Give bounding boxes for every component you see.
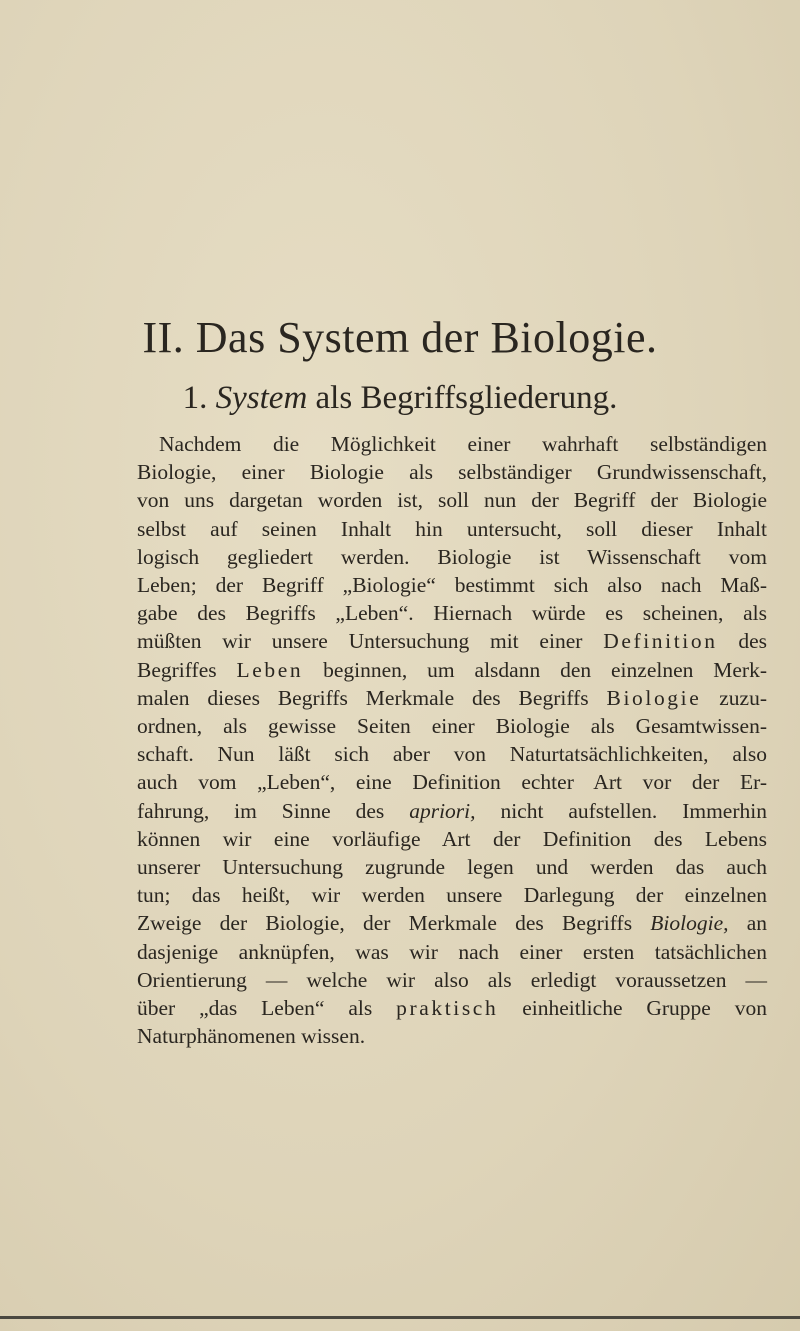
section-title-rest: als Begriffsgliederung. [315,380,618,416]
text-line: Zweige der Biologie, der Merkmale des Begriffs Biologie, an [137,911,767,936]
spaced-emphasis: Biologie [606,685,702,710]
spaced-emphasis: Leben [236,657,304,682]
text-line: Biologie, einer Biologie als selbständiger Grundwissenschaft, [137,460,767,485]
text-line: ordnen, als gewisse Seiten einer Biologie als Gesamtwissen- [137,714,767,739]
section-number: 1. [182,380,208,416]
chapter-title: II. Das System der Biologie. [142,313,658,362]
italic-emphasis: apriori, [409,798,476,823]
text-line: von uns dargetan worden ist, soll nun der Begriff der Biologie [137,488,767,513]
text-line: auch vom „Leben“, eine Definition echter Art vor der Er- [137,770,767,795]
italic-emphasis: Biologie, [650,911,729,936]
spaced-emphasis: Definition [603,629,718,654]
text-line: tun; das heißt, wir werden unsere Darlegung der einzelnen [137,883,767,908]
section-title-italic: System [215,380,308,416]
text-line: können wir eine vorläufige Art der Definition des Lebens [137,826,767,851]
bottom-rule [0,1316,800,1319]
section-title [0,378,800,418]
text-line: Begriffes Leben beginnen, um alsdann den einzelnen Merk- [137,657,767,682]
text-line: selbst auf seinen Inhalt hin untersucht, soll dieser Inhalt [137,516,767,541]
text-line: Orientierung — welche wir also als erledigt voraussetzen — [137,967,767,992]
text-line: dasjenige anknüpfen, was wir nach einer ersten tatsächlichen [137,939,767,964]
text-line: Leben; der Begriff „Biologie“ bestimmt sich also nach Maß- [137,573,767,598]
text-line: schaft. Nun läßt sich aber von Naturtatsächlichkeiten, also [137,742,767,767]
text-line: gabe des Begriffs „Leben“. Hiernach würde es scheinen, als [137,601,767,626]
text-line: malen dieses Begriffs Merkmale des Begriffs Biologie zuzu- [137,685,768,710]
spaced-emphasis: praktisch [396,996,499,1021]
text-line: fahrung, im Sinne des apriori, nicht aufstellen. Immerhin [137,798,767,823]
text-line: Naturphänomenen wissen. [137,1024,366,1049]
body-paragraph [137,430,767,1050]
text-line: logisch gegliedert werden. Biologie ist Wissenschaft vom [137,544,767,569]
text-line: über „das Leben“ als praktisch einheitliche Gruppe von [137,996,767,1021]
text-line: unserer Untersuchung zugrunde legen und werden das auch [137,855,767,880]
text-line: Nachdem die Möglichkeit einer wahrhaft selbständigen [159,432,767,456]
text-line: müßten wir unsere Untersuchung mit einer Definition des [137,629,767,654]
